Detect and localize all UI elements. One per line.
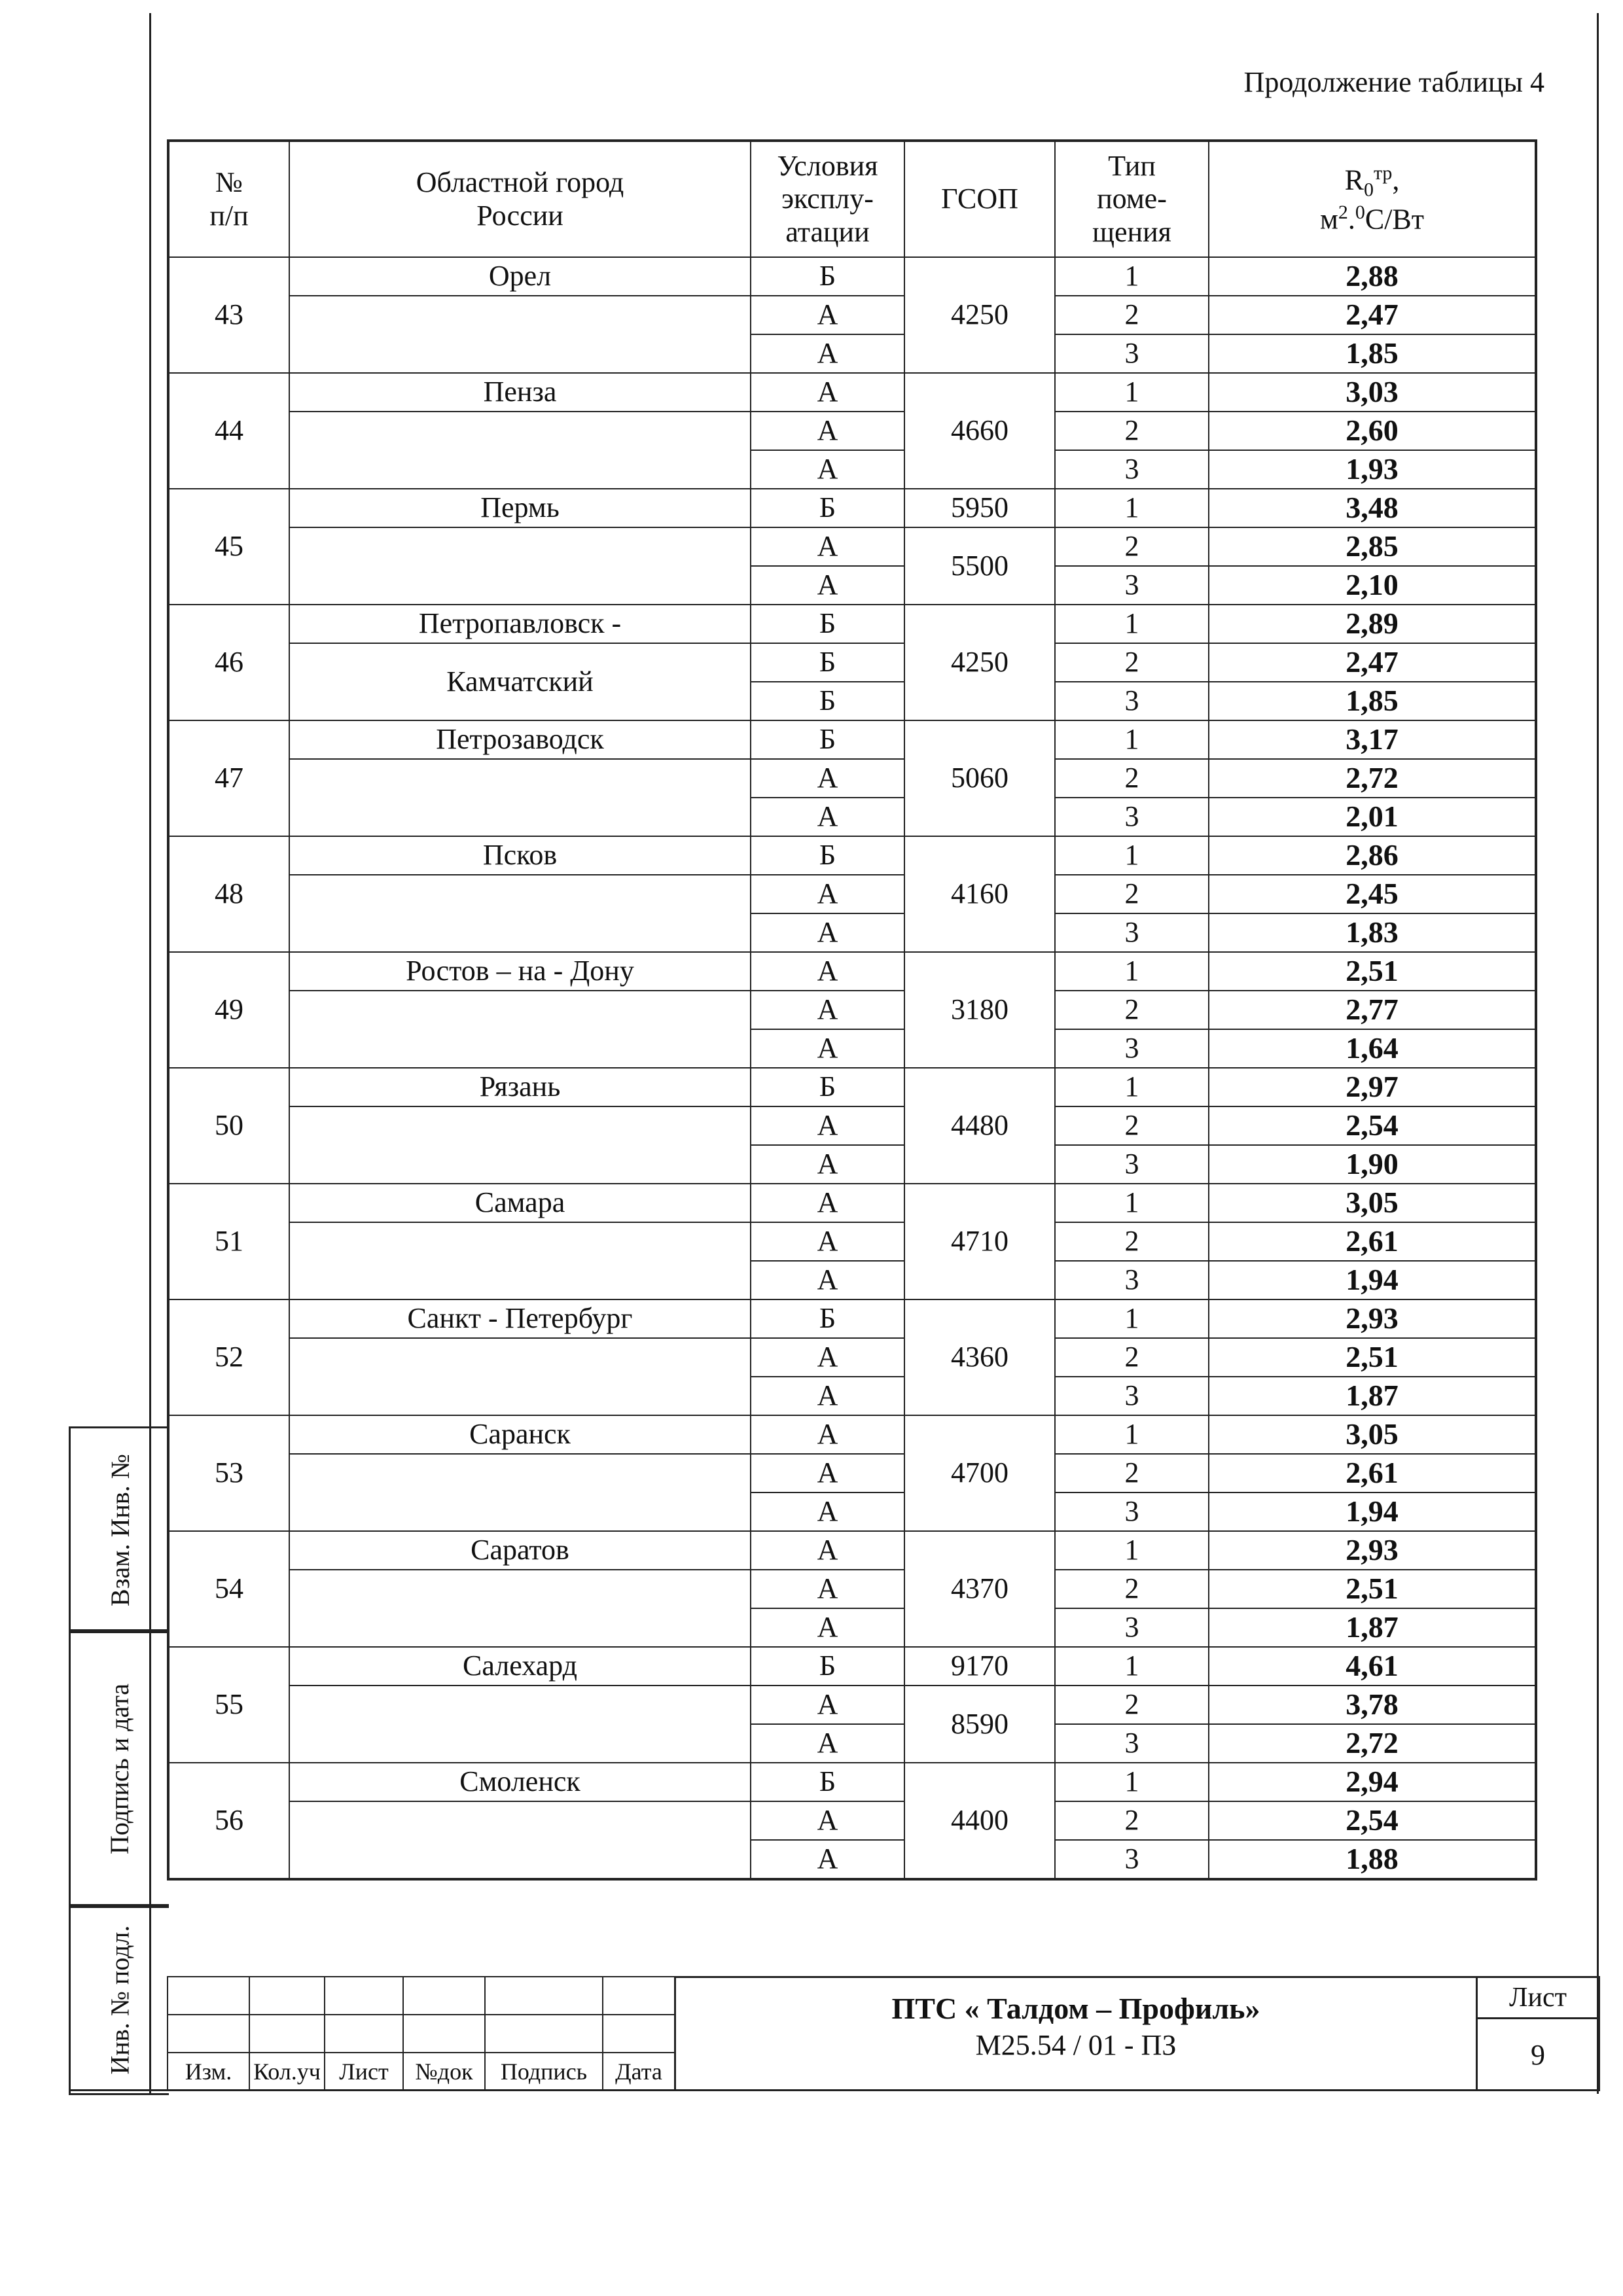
col-kol-uch: Кол.уч bbox=[249, 2053, 325, 2091]
row-number: 46 bbox=[168, 605, 289, 720]
operating-condition: Б bbox=[751, 1068, 904, 1106]
table-row bbox=[168, 1338, 1536, 1377]
header-city bbox=[289, 141, 751, 257]
operating-condition: А bbox=[751, 913, 904, 952]
city-name-continued bbox=[289, 1338, 751, 1415]
table-row bbox=[168, 1763, 1536, 1801]
operating-condition: А bbox=[751, 759, 904, 798]
resistance-value: 3,48 bbox=[1209, 489, 1536, 527]
resistance-value: 2,89 bbox=[1209, 605, 1536, 643]
city-name: Пермь bbox=[289, 489, 751, 527]
table-row bbox=[168, 1184, 1536, 1222]
operating-condition: А bbox=[751, 296, 904, 334]
city-name-continued bbox=[289, 1801, 751, 1879]
header-number bbox=[168, 141, 289, 257]
room-type: 2 bbox=[1055, 1454, 1209, 1492]
resistance-value: 1,87 bbox=[1209, 1377, 1536, 1415]
resistance-value: 2,47 bbox=[1209, 296, 1536, 334]
resistance-value: 2,97 bbox=[1209, 1068, 1536, 1106]
resistance-value: 3,17 bbox=[1209, 720, 1536, 759]
row-number: 54 bbox=[168, 1531, 289, 1647]
city-name-continued bbox=[289, 991, 751, 1068]
header-room-type-line2: поме- bbox=[1097, 183, 1167, 215]
header-number-line1: № bbox=[215, 166, 243, 198]
room-type: 1 bbox=[1055, 1299, 1209, 1338]
resistance-value: 1,94 bbox=[1209, 1492, 1536, 1531]
revision-grid bbox=[167, 1976, 675, 2091]
resistance-value: 2,72 bbox=[1209, 759, 1536, 798]
operating-condition: А bbox=[751, 952, 904, 991]
table-row bbox=[168, 759, 1536, 798]
city-name-continued bbox=[289, 412, 751, 489]
stamp-vzam-inv-label: Взам. Инв. № bbox=[105, 1453, 135, 1606]
operating-condition: А bbox=[751, 1454, 904, 1492]
operating-condition: А bbox=[751, 566, 904, 605]
city-name-continued bbox=[289, 1106, 751, 1184]
resistance-value: 3,78 bbox=[1209, 1686, 1536, 1724]
room-type: 2 bbox=[1055, 527, 1209, 566]
city-name: Самара bbox=[289, 1184, 751, 1222]
room-type: 3 bbox=[1055, 1145, 1209, 1184]
table-row bbox=[168, 991, 1536, 1029]
table-row bbox=[168, 1686, 1536, 1724]
resistance-value: 2,54 bbox=[1209, 1801, 1536, 1840]
row-number: 48 bbox=[168, 836, 289, 952]
stamp-inv-original-label: Инв. № подл. bbox=[105, 1925, 135, 2074]
table-row bbox=[168, 1531, 1536, 1570]
operating-condition: А bbox=[751, 1492, 904, 1531]
row-number: 56 bbox=[168, 1763, 289, 1879]
sheet-number: 9 bbox=[1531, 2039, 1545, 2071]
gsop-value: 4400 bbox=[904, 1763, 1055, 1879]
col-izm: Изм. bbox=[168, 2053, 249, 2091]
room-type: 1 bbox=[1055, 1184, 1209, 1222]
room-type: 1 bbox=[1055, 836, 1209, 875]
row-number: 47 bbox=[168, 720, 289, 836]
gsop-value: 5950 bbox=[904, 489, 1055, 527]
header-conditions-line2: эксплу- bbox=[781, 183, 874, 215]
resistance-value: 2,94 bbox=[1209, 1763, 1536, 1801]
header-city-line2: России bbox=[476, 199, 563, 232]
room-type: 2 bbox=[1055, 1801, 1209, 1840]
resistance-value: 1,90 bbox=[1209, 1145, 1536, 1184]
resistance-value: 2,10 bbox=[1209, 566, 1536, 605]
city-name: Псков bbox=[289, 836, 751, 875]
city-name: Пенза bbox=[289, 373, 751, 412]
resistance-value: 2,47 bbox=[1209, 643, 1536, 682]
title-block bbox=[167, 1976, 1600, 2091]
col-data: Дата bbox=[603, 2053, 675, 2091]
operating-condition: Б bbox=[751, 682, 904, 720]
header-conditions bbox=[751, 141, 904, 257]
table-row bbox=[168, 1222, 1536, 1261]
header-resistance bbox=[1209, 141, 1536, 257]
col-ndok: №док bbox=[403, 2053, 485, 2091]
resistance-value: 1,88 bbox=[1209, 1840, 1536, 1879]
city-name: Рязань bbox=[289, 1068, 751, 1106]
operating-condition: А bbox=[751, 1029, 904, 1068]
table-row bbox=[168, 1068, 1536, 1106]
gsop-value: 5500 bbox=[904, 527, 1055, 605]
gsop-value: 5060 bbox=[904, 720, 1055, 836]
operating-condition: А bbox=[751, 1608, 904, 1647]
header-city-line1: Областной город bbox=[416, 166, 624, 198]
city-name: Петропавловск - bbox=[289, 605, 751, 643]
row-number: 51 bbox=[168, 1184, 289, 1299]
room-type: 3 bbox=[1055, 1492, 1209, 1531]
resistance-value: 2,72 bbox=[1209, 1724, 1536, 1763]
operating-condition: А bbox=[751, 527, 904, 566]
table-row bbox=[168, 952, 1536, 991]
header-gsop bbox=[904, 141, 1055, 257]
header-gsop-label: ГСОП bbox=[941, 183, 1018, 215]
city-name: Санкт - Петербург bbox=[289, 1299, 751, 1338]
table-row bbox=[168, 257, 1536, 296]
room-type: 1 bbox=[1055, 1415, 1209, 1454]
gsop-value: 4250 bbox=[904, 257, 1055, 373]
city-name: Салехард bbox=[289, 1647, 751, 1686]
row-number: 44 bbox=[168, 373, 289, 489]
table-row bbox=[168, 1454, 1536, 1492]
operating-condition: А bbox=[751, 1801, 904, 1840]
gsop-value: 3180 bbox=[904, 952, 1055, 1068]
resistance-value: 2,86 bbox=[1209, 836, 1536, 875]
city-name-continued bbox=[289, 1222, 751, 1299]
room-type: 3 bbox=[1055, 450, 1209, 489]
city-name-continued bbox=[289, 1454, 751, 1531]
city-name-continued bbox=[289, 875, 751, 952]
row-number: 43 bbox=[168, 257, 289, 373]
room-type: 1 bbox=[1055, 1068, 1209, 1106]
operating-condition: А bbox=[751, 1531, 904, 1570]
operating-condition: А bbox=[751, 875, 904, 913]
operating-condition: А bbox=[751, 1261, 904, 1299]
room-type: 3 bbox=[1055, 682, 1209, 720]
table-row bbox=[168, 527, 1536, 566]
operating-condition: А bbox=[751, 1686, 904, 1724]
table-row bbox=[168, 296, 1536, 334]
row-number: 53 bbox=[168, 1415, 289, 1531]
room-type: 2 bbox=[1055, 875, 1209, 913]
operating-condition: А bbox=[751, 334, 904, 373]
resistance-value: 2,61 bbox=[1209, 1454, 1536, 1492]
table-row bbox=[168, 720, 1536, 759]
operating-condition: А bbox=[751, 1840, 904, 1879]
room-type: 1 bbox=[1055, 257, 1209, 296]
table-row bbox=[168, 1801, 1536, 1840]
gsop-value: 4370 bbox=[904, 1531, 1055, 1647]
resistance-value: 1,94 bbox=[1209, 1261, 1536, 1299]
gsop-value: 4160 bbox=[904, 836, 1055, 952]
resistance-value: 2,51 bbox=[1209, 1570, 1536, 1608]
room-type: 3 bbox=[1055, 1840, 1209, 1879]
operating-condition: Б bbox=[751, 1647, 904, 1686]
right-frame-line bbox=[1597, 13, 1599, 2094]
room-type: 3 bbox=[1055, 1377, 1209, 1415]
city-name-continued bbox=[289, 527, 751, 605]
operating-condition: Б bbox=[751, 605, 904, 643]
resistance-value: 1,85 bbox=[1209, 682, 1536, 720]
resistance-value: 2,51 bbox=[1209, 952, 1536, 991]
table-row bbox=[168, 1647, 1536, 1686]
city-name: Саранск bbox=[289, 1415, 751, 1454]
gsop-value: 4660 bbox=[904, 373, 1055, 489]
gsop-value: 9170 bbox=[904, 1647, 1055, 1686]
room-type: 1 bbox=[1055, 605, 1209, 643]
operating-condition: А bbox=[751, 1415, 904, 1454]
thermal-resistance-table bbox=[167, 139, 1537, 1881]
table-row bbox=[168, 836, 1536, 875]
row-number: 52 bbox=[168, 1299, 289, 1415]
resistance-value: 1,93 bbox=[1209, 450, 1536, 489]
col-podpis: Подпись bbox=[485, 2053, 603, 2091]
operating-condition: А bbox=[751, 1724, 904, 1763]
room-type: 2 bbox=[1055, 1686, 1209, 1724]
resistance-value: 2,01 bbox=[1209, 798, 1536, 836]
city-name: Смоленск bbox=[289, 1763, 751, 1801]
table-row bbox=[168, 373, 1536, 412]
room-type: 3 bbox=[1055, 1029, 1209, 1068]
operating-condition: А bbox=[751, 1377, 904, 1415]
table-row bbox=[168, 1415, 1536, 1454]
room-type: 1 bbox=[1055, 1647, 1209, 1686]
city-name-continued bbox=[289, 296, 751, 373]
resistance-value: 3,03 bbox=[1209, 373, 1536, 412]
header-conditions-line1: Условия bbox=[777, 149, 878, 182]
sheet-label: Лист bbox=[1478, 1978, 1598, 2019]
city-name: Петрозаводск bbox=[289, 720, 751, 759]
city-name-continued bbox=[289, 1570, 751, 1647]
operating-condition: А bbox=[751, 1570, 904, 1608]
room-type: 2 bbox=[1055, 296, 1209, 334]
operating-condition: А bbox=[751, 1222, 904, 1261]
room-type: 3 bbox=[1055, 1261, 1209, 1299]
header-resistance-symbol: $R_0^{тр}$, bbox=[1344, 162, 1400, 201]
resistance-value: 2,45 bbox=[1209, 875, 1536, 913]
table-row bbox=[168, 1570, 1536, 1608]
sheet-cell bbox=[1476, 1976, 1600, 2091]
operating-condition: Б bbox=[751, 489, 904, 527]
header-conditions-line3: атации bbox=[785, 215, 870, 248]
row-number: 50 bbox=[168, 1068, 289, 1184]
table-row bbox=[168, 643, 1536, 682]
operating-condition: А bbox=[751, 1145, 904, 1184]
operating-condition: А bbox=[751, 991, 904, 1029]
row-number: 49 bbox=[168, 952, 289, 1068]
resistance-value: 4,61 bbox=[1209, 1647, 1536, 1686]
resistance-value: 2,93 bbox=[1209, 1299, 1536, 1338]
gsop-value: 4710 bbox=[904, 1184, 1055, 1299]
resistance-value: 2,88 bbox=[1209, 257, 1536, 296]
header-room-type bbox=[1055, 141, 1209, 257]
resistance-value: 2,61 bbox=[1209, 1222, 1536, 1261]
room-type: 1 bbox=[1055, 373, 1209, 412]
stamp-inv-original bbox=[69, 1904, 169, 2095]
table-header-row bbox=[168, 141, 1536, 257]
gsop-value: 8590 bbox=[904, 1686, 1055, 1763]
room-type: 3 bbox=[1055, 566, 1209, 605]
room-type: 2 bbox=[1055, 643, 1209, 682]
room-type: 3 bbox=[1055, 913, 1209, 952]
resistance-value: 1,87 bbox=[1209, 1608, 1536, 1647]
table-caption: Продолжение таблицы 4 bbox=[1243, 66, 1544, 98]
resistance-value: 3,05 bbox=[1209, 1415, 1536, 1454]
resistance-value: 1,64 bbox=[1209, 1029, 1536, 1068]
operating-condition: А bbox=[751, 373, 904, 412]
room-type: 2 bbox=[1055, 1222, 1209, 1261]
city-name: Ростов – на - Дону bbox=[289, 952, 751, 991]
header-resistance-unit: $м^2.^0С/Вт$ bbox=[1320, 201, 1424, 236]
room-type: 3 bbox=[1055, 1724, 1209, 1763]
resistance-value: 2,51 bbox=[1209, 1338, 1536, 1377]
resistance-value: 1,83 bbox=[1209, 913, 1536, 952]
room-type: 3 bbox=[1055, 1608, 1209, 1647]
room-type: 2 bbox=[1055, 991, 1209, 1029]
room-type: 3 bbox=[1055, 334, 1209, 373]
city-name: Орел bbox=[289, 257, 751, 296]
room-type: 2 bbox=[1055, 1570, 1209, 1608]
room-type: 1 bbox=[1055, 720, 1209, 759]
table-row bbox=[168, 875, 1536, 913]
resistance-value: 1,85 bbox=[1209, 334, 1536, 373]
room-type: 1 bbox=[1055, 1763, 1209, 1801]
operating-condition: А bbox=[751, 450, 904, 489]
operating-condition: А bbox=[751, 1338, 904, 1377]
col-list: Лист bbox=[325, 2053, 403, 2091]
document-code: М25.54 / 01 - ПЗ bbox=[975, 2029, 1177, 2061]
room-type: 2 bbox=[1055, 1106, 1209, 1145]
revision-grid-labels bbox=[168, 2053, 675, 2091]
stamp-vzam-inv bbox=[69, 1426, 169, 1633]
gsop-value: 4480 bbox=[904, 1068, 1055, 1184]
operating-condition: А bbox=[751, 798, 904, 836]
resistance-value: 2,60 bbox=[1209, 412, 1536, 450]
resistance-value: 3,05 bbox=[1209, 1184, 1536, 1222]
city-name-continued bbox=[289, 1686, 751, 1763]
table-row bbox=[168, 605, 1536, 643]
room-type: 2 bbox=[1055, 412, 1209, 450]
row-number: 45 bbox=[168, 489, 289, 605]
city-name-continued bbox=[289, 759, 751, 836]
header-room-type-line3: щения bbox=[1092, 215, 1171, 248]
gsop-value: 4250 bbox=[904, 605, 1055, 720]
operating-condition: Б bbox=[751, 720, 904, 759]
operating-condition: Б bbox=[751, 1763, 904, 1801]
table-row bbox=[168, 489, 1536, 527]
resistance-value: 2,93 bbox=[1209, 1531, 1536, 1570]
gsop-value: 4700 bbox=[904, 1415, 1055, 1531]
operating-condition: Б bbox=[751, 643, 904, 682]
stamp-signature-date-label: Подпись и дата bbox=[105, 1683, 135, 1854]
room-type: 2 bbox=[1055, 1338, 1209, 1377]
room-type: 3 bbox=[1055, 798, 1209, 836]
header-room-type-line1: Тип bbox=[1108, 149, 1156, 182]
room-type: 1 bbox=[1055, 952, 1209, 991]
gsop-value: 4360 bbox=[904, 1299, 1055, 1415]
operating-condition: Б bbox=[751, 257, 904, 296]
resistance-value: 2,54 bbox=[1209, 1106, 1536, 1145]
operating-condition: А bbox=[751, 1184, 904, 1222]
stamp-signature-date bbox=[69, 1629, 169, 1908]
room-type: 1 bbox=[1055, 1531, 1209, 1570]
table-row bbox=[168, 1106, 1536, 1145]
document-title: ПТС « Талдом – Профиль» bbox=[891, 1992, 1260, 2025]
room-type: 2 bbox=[1055, 759, 1209, 798]
city-name: Саратов bbox=[289, 1531, 751, 1570]
resistance-value: 2,77 bbox=[1209, 991, 1536, 1029]
header-number-line2: п/п bbox=[209, 199, 249, 232]
table-row bbox=[168, 1299, 1536, 1338]
city-name-continued: Камчатский bbox=[289, 643, 751, 720]
operating-condition: Б bbox=[751, 836, 904, 875]
document-title-cell bbox=[674, 1976, 1476, 2091]
resistance-value: 2,85 bbox=[1209, 527, 1536, 566]
operating-condition: А bbox=[751, 412, 904, 450]
operating-condition: А bbox=[751, 1106, 904, 1145]
room-type: 1 bbox=[1055, 489, 1209, 527]
operating-condition: Б bbox=[751, 1299, 904, 1338]
row-number: 55 bbox=[168, 1647, 289, 1763]
table-row bbox=[168, 412, 1536, 450]
